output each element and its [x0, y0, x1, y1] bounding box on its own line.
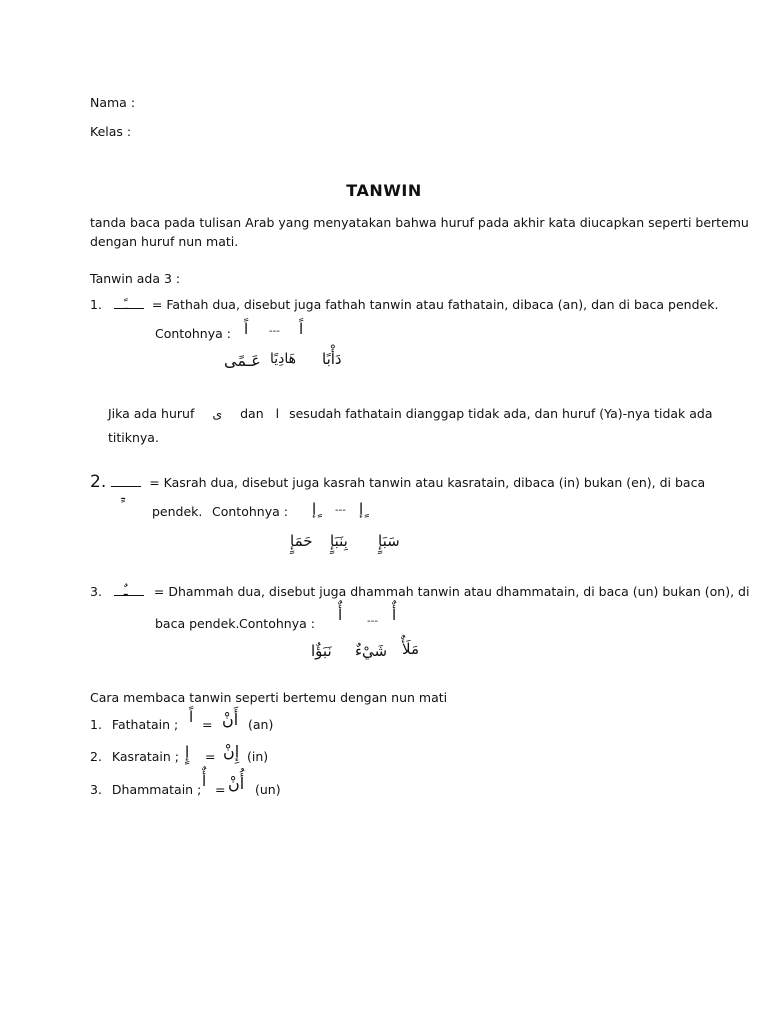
dhammatain-text-line-2: baca pendek.: [155, 616, 240, 631]
definition-line-1: tanda baca pada tulisan Arab yang menyatakan bahwa huruf pada akhir kata diucapkan seperti bertemu: [90, 215, 749, 230]
reading-item-from: أٌ: [202, 772, 207, 790]
note-text-c: sesudah fathatain dianggap tidak ada, dan huruf (Ya)-nya tidak ada: [289, 406, 713, 421]
dhammatain-example-2: شَيْءٌ: [355, 642, 388, 660]
dhammatain-contoh-label: Contohnya :: [239, 616, 315, 631]
reading-item-label: Kasratain ;: [111, 749, 180, 764]
kelas-label: Kelas :: [90, 124, 132, 139]
fathatain-note-line-1: [108, 406, 713, 421]
note-letter-alif: ا: [275, 406, 280, 421]
kasratain-example-1: حَمَإٍ: [290, 532, 313, 550]
reading-item-label: Fathatain ;: [111, 717, 179, 732]
fathatain-contoh-to: اً: [299, 320, 304, 338]
dhammatain-text-line-1: = Dhammah dua, disebut juga dhammah tanwin atau dhammatain, di baca (un) bukan (on), di: [153, 584, 750, 599]
reading-item-number: 2.: [90, 749, 102, 764]
dhammatain-mark-blank: [114, 584, 144, 599]
nama-label: Nama :: [90, 95, 136, 110]
note-text-b: dan: [240, 406, 264, 421]
kasratain-contoh-arrow: ---: [335, 505, 346, 516]
dhammatain-contoh-arrow: ---: [367, 616, 378, 627]
dhammatain-contoh-from: أٌ: [338, 606, 343, 624]
page-title: TANWIN: [346, 181, 422, 200]
reading-item-from: اً: [189, 708, 194, 726]
fathatain-example-3: دَأْبًا: [322, 350, 342, 368]
fathatain-contoh-from: اً: [244, 320, 249, 338]
fathatain-row: [90, 297, 718, 312]
dhammatain-mark: ـٌ: [123, 584, 128, 599]
dhammatain-example-1: نَبَؤٌا: [311, 642, 332, 660]
reading-heading: Cara membaca tanwin seperti bertemu dengan nun mati: [90, 690, 448, 705]
kasratain-mark: ـٍ: [121, 488, 126, 503]
dhammatain-number: 3.: [90, 584, 102, 599]
kasratain-row: [90, 472, 706, 503]
dhammatain-contoh-to: أٌ: [392, 606, 397, 624]
intro-text: Tanwin ada 3 :: [90, 271, 181, 286]
dhammatain-example-3: مَلَأٌ: [402, 640, 419, 658]
reading-item-to: أُنْ: [228, 774, 245, 793]
kasratain-mark-blank: [111, 486, 141, 503]
reading-item-1: [90, 717, 178, 732]
fathatain-text: = Fathah dua, disebut juga fathah tanwin atau fathatain, dibaca (an), dan di baca pendek.: [151, 297, 719, 312]
kasratain-text-line-2: pendek.: [152, 504, 203, 519]
reading-item-2: [90, 749, 179, 764]
reading-item-eq: =: [202, 717, 213, 732]
note-letter-ya: ى: [212, 406, 223, 421]
kasratain-contoh-to: ٍإ: [359, 500, 364, 518]
kasratain-contoh-from: ٍإ: [312, 500, 317, 518]
note-text-a: Jika ada huruf: [108, 406, 195, 421]
reading-item-label: Dhammatain ;: [111, 782, 202, 797]
reading-item-number: 1.: [90, 717, 102, 732]
kasratain-number: 2.: [90, 472, 107, 492]
reading-item-to: أَنْ: [222, 710, 239, 729]
fathatain-mark: ـً: [123, 298, 128, 313]
fathatain-example-2: هَادِيًا: [270, 351, 297, 367]
fathatain-mark-blank: [114, 298, 144, 313]
kasratain-example-2: بِنَبَإٍ: [330, 532, 348, 550]
dhammatain-row: [90, 584, 749, 599]
reading-item-eq: =: [205, 749, 216, 764]
fathatain-example-1: عَـمًى: [224, 351, 261, 370]
reading-item-from: إٍ: [185, 743, 190, 761]
kasratain-example-3: سَبَإٍ: [378, 532, 400, 550]
fathatain-number: 1.: [90, 297, 102, 312]
reading-item-sound: (un): [255, 782, 281, 797]
reading-item-number: 3.: [90, 782, 102, 797]
reading-item-eq: =: [215, 782, 226, 797]
kasratain-contoh-label: Contohnya :: [212, 504, 288, 519]
reading-item-3: [90, 782, 201, 797]
fathatain-contoh-label: Contohnya :: [155, 326, 231, 341]
fathatain-contoh-arrow: ---: [269, 326, 280, 337]
reading-item-sound: (in): [247, 749, 269, 764]
reading-item-to: إِنْ: [223, 742, 240, 761]
definition-line-2: dengan huruf nun mati.: [90, 234, 239, 249]
reading-item-sound: (an): [248, 717, 274, 732]
fathatain-note-line-2: titiknya.: [108, 430, 159, 445]
kasratain-text-line-1: = Kasrah dua, disebut juga kasrah tanwin atau kasratain, dibaca (in) bukan (en), di baca: [149, 475, 706, 490]
